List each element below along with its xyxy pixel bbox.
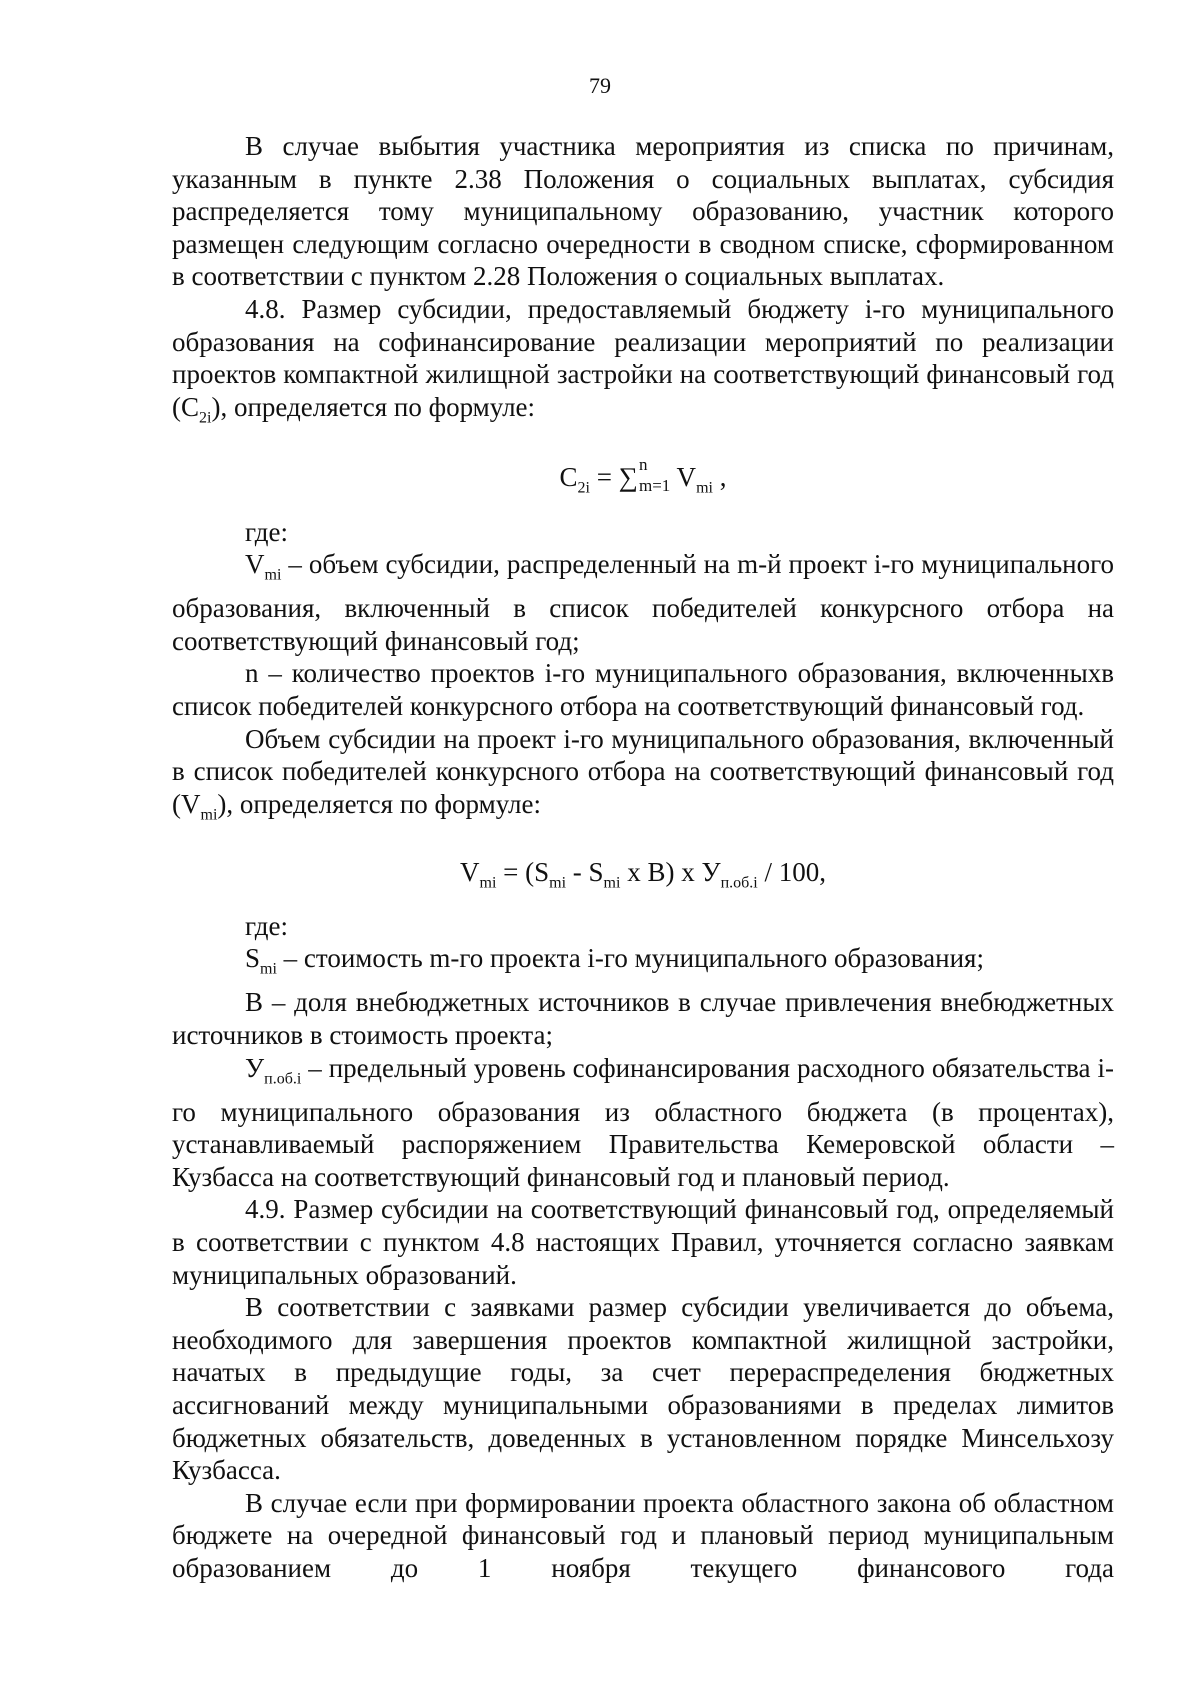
subscript: mi xyxy=(200,806,218,824)
formula-tail: , xyxy=(712,461,727,492)
paragraph-volume-text: Объем субсидии на проект i-го муниципального образования, включенный в список победителей конкурсного отбора на соответствующий финансовый год (V xyxy=(172,723,1114,819)
formula2-tail: / 100, xyxy=(757,856,826,887)
formula2-part: - S xyxy=(566,856,604,887)
definition-b: B – доля внебюджетных источников в случае привлечения внебюджетных источников в стоимость проекта; xyxy=(172,987,1114,1050)
formula2-v-sub: mi xyxy=(479,874,497,892)
definition-smi xyxy=(172,942,1114,986)
sum-symbol: ∑ xyxy=(618,461,638,492)
formula-c2i xyxy=(172,454,1114,505)
formula-term-sub: mi xyxy=(696,479,713,497)
definition-u-text: – предельный уровень софинансирования расходного обязательства i-го муниципального образования из областного бюджета (в процентах), устанавливаемый распоряжением Правительства Кемеровской области – Кузбасса на соответствующий финансовый год и плановый период. xyxy=(172,1052,1114,1192)
symbol-v: V xyxy=(245,549,265,580)
definition-vmi-text: – объем субсидии, распределенный на m-й проект i-го муниципального образования, включенный в список победителей конкурсного отбора на соответствующий финансовый год; xyxy=(172,549,1114,656)
sum-sign xyxy=(618,454,648,492)
subscript: 2i xyxy=(199,409,212,427)
sum-lower-limit: m=1 xyxy=(638,475,671,495)
paragraph-volume xyxy=(172,723,1114,832)
paragraph-4-8-tail: ), определяется по формуле: xyxy=(211,391,536,422)
paragraph-withdrawal: В случае выбытия участника мероприятия из списка по причинам, указанным в пункте 2.38 Положения о социальных выплатах, субсидия распределяется тому муниципальному образованию, участник которого размещен следующим согласно очередности в сводном списке, сформированном в соответствии с пунктом 2.28 Положения о социальных выплатах. xyxy=(172,131,1114,292)
symbol-s: S xyxy=(245,943,261,974)
formula2-part: = (S xyxy=(496,856,550,887)
symbol-v-sub: mi xyxy=(264,566,282,584)
formula2-s2-sub: mi xyxy=(603,874,621,892)
formula2-u-sub: п.об.i xyxy=(720,874,758,892)
formula2-part: x B) x У xyxy=(620,856,721,887)
body-text xyxy=(172,130,1114,1584)
formula-equals: = xyxy=(590,461,619,492)
formula-lhs: C xyxy=(559,461,578,492)
page-number: 79 xyxy=(589,73,611,98)
paragraph-applications: В соответствии с заявками размер субсидии увеличивается до объема, необходимого для завершения проектов компактной жилищной застройки, начатых в предыдущие годы, за счет перераспределения бюджетных ассигнований между муниципальными образованиями в пределах лимитов бюджетных обязательств, доведенных в установленном порядке Минсельхозу Кузбасса. xyxy=(172,1292,1114,1486)
paragraph-law-draft: В случае если при формировании проекта областного закона об областном бюджете на очередной финансовый год и плановый период муниципальным образованием до 1 ноября текущего финансового года xyxy=(172,1487,1114,1583)
symbol-u: У xyxy=(245,1052,265,1083)
definition-smi-text: – стоимость m-го проекта i-го муниципального образования; xyxy=(276,943,984,974)
where-label-2: где: xyxy=(245,910,288,941)
formula2-v: V xyxy=(460,856,480,887)
definition-u xyxy=(172,1052,1114,1194)
sum-upper-limit: n xyxy=(638,454,648,474)
formula-lhs-sub: 2i xyxy=(577,479,590,497)
paragraph-volume-tail: ), определяется по формуле: xyxy=(217,788,541,819)
formula-term: V xyxy=(670,461,697,492)
paragraph-4-9: 4.9. Размер субсидии на соответствующий финансовый год, определяемый в соответствии с пунктом 4.8 настоящих Правил, уточняется согласно заявкам муниципальных образований. xyxy=(172,1194,1114,1290)
formula2-s1-sub: mi xyxy=(549,874,567,892)
symbol-s-sub: mi xyxy=(260,960,277,978)
definition-n: n – количество проектов i-го муниципального образования, включенныхв список победителей конкурсного отбора на соответствующий финансовый год. xyxy=(172,658,1114,722)
definition-vmi xyxy=(172,548,1114,657)
paragraph-4-8-text: 4.8. Размер субсидии, предоставляемый бюджету i-го муниципального образования на софинансирование реализации мероприятий по реализации проектов компактной жилищной застройки на соответствующий финансовый год (C xyxy=(172,293,1114,422)
formula-vmi xyxy=(172,856,1114,900)
where-label-1: где: xyxy=(245,516,288,547)
paragraph-4-8 xyxy=(172,293,1114,435)
symbol-u-sub: п.об.i xyxy=(264,1069,302,1087)
